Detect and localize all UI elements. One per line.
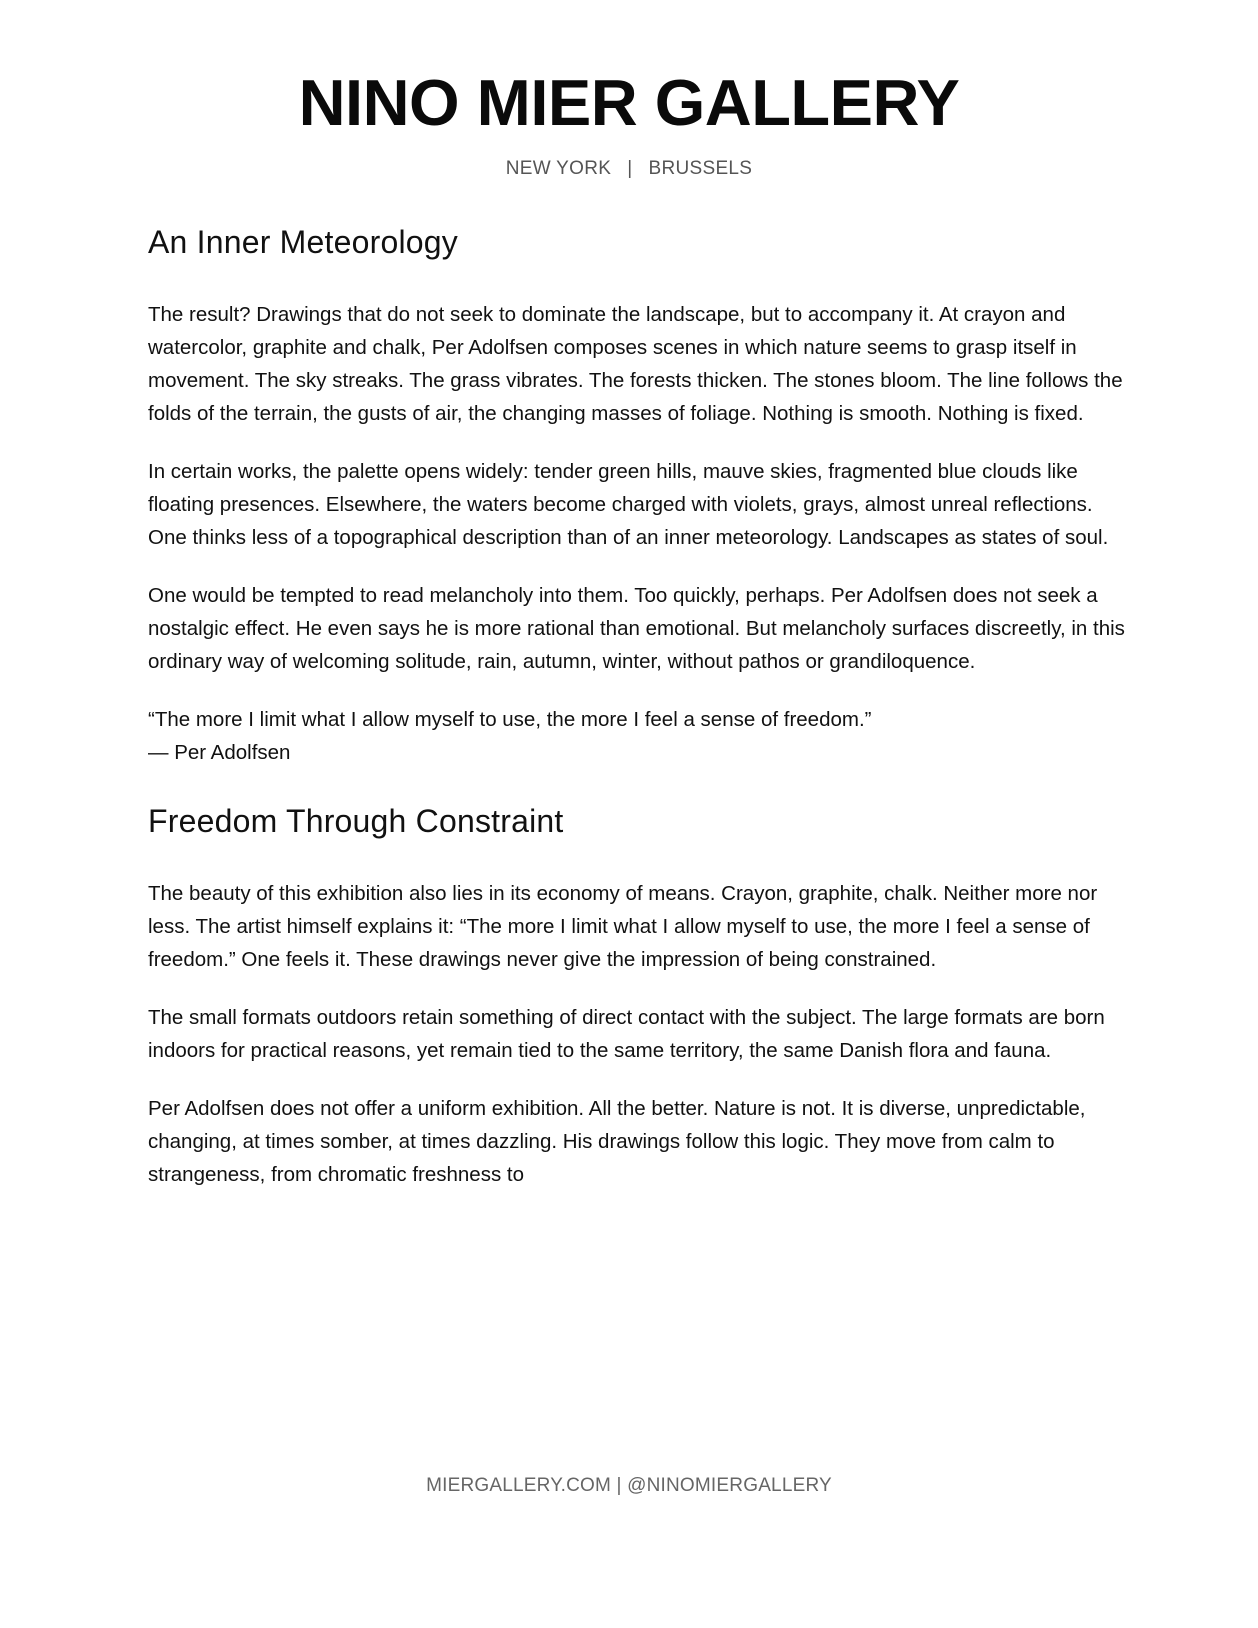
location-separator: |: [627, 158, 633, 179]
section-heading: Freedom Through Constraint: [148, 803, 564, 839]
gallery-title: NINO MIER GALLERY: [298, 66, 960, 139]
paragraph: The beauty of this exhibition also lies in its economy of means. Crayon, graphite, chalk. Neither more nor less. The artist himself explains it: “The more I limit what I allow myself to use, the more I feel a sense of freedom.” One feels it. These drawings never give the impression of being constrained.: [148, 882, 1098, 971]
quote-text: “The more I limit what I allow myself to use, the more I feel a sense of freedom.”: [148, 708, 872, 731]
paragraph: One would be tempted to read melancholy into them. Too quickly, perhaps. Per Adolfsen does not seek a nostalgic effect. He even says he is more rational than emotional. But melancholy surfaces discreetly, in this ordinary way of welcoming solitude, rain, autumn, winter, without pathos or grandiloquence.: [148, 584, 1125, 673]
paragraph: The result? Drawings that do not seek to dominate the landscape, but to accompany it. At crayon and watercolor, graphite and chalk, Per Adolfsen composes scenes in which nature seems to grasp itself in movement. The sky streaks. The grass vibrates. The forests thicken. The stones bloom. The line follows the folds of the terrain, the gusts of air, the changing masses of foliage. Nothing is smooth. Nothing is fixed.: [148, 303, 1123, 425]
page-footer: MIERGALLERY.COM | @NINOMIERGALLERY: [426, 1475, 832, 1496]
section-heading: An Inner Meteorology: [148, 224, 458, 260]
location-new-york: NEW YORK: [505, 158, 612, 179]
pull-quote: [148, 703, 1128, 769]
locations: [0, 158, 1258, 180]
quote-attribution: — Per Adolfsen: [148, 741, 291, 764]
masthead: [0, 58, 1258, 180]
location-brussels: BRUSSELS: [648, 158, 753, 179]
paragraph: Per Adolfsen does not offer a uniform exhibition. All the better. Nature is not. It is diverse, unpredictable, changing, at times somber, at times dazzling. His drawings follow this logic. They move from calm to strangeness, from chromatic freshness to: [148, 1097, 1086, 1186]
article-body: [148, 220, 1128, 1216]
paragraph: The small formats outdoors retain something of direct contact with the subject. The large formats are born indoors for practical reasons, yet remain tied to the same territory, the same Danish flora and fauna.: [148, 1006, 1105, 1062]
paragraph: In certain works, the palette opens widely: tender green hills, mauve skies, fragmented blue clouds like floating presences. Elsewhere, the waters become charged with violets, grays, almost unreal reflections. One thinks less of a topographical description than of an inner meteorology. Landscapes as states of soul.: [148, 460, 1109, 549]
